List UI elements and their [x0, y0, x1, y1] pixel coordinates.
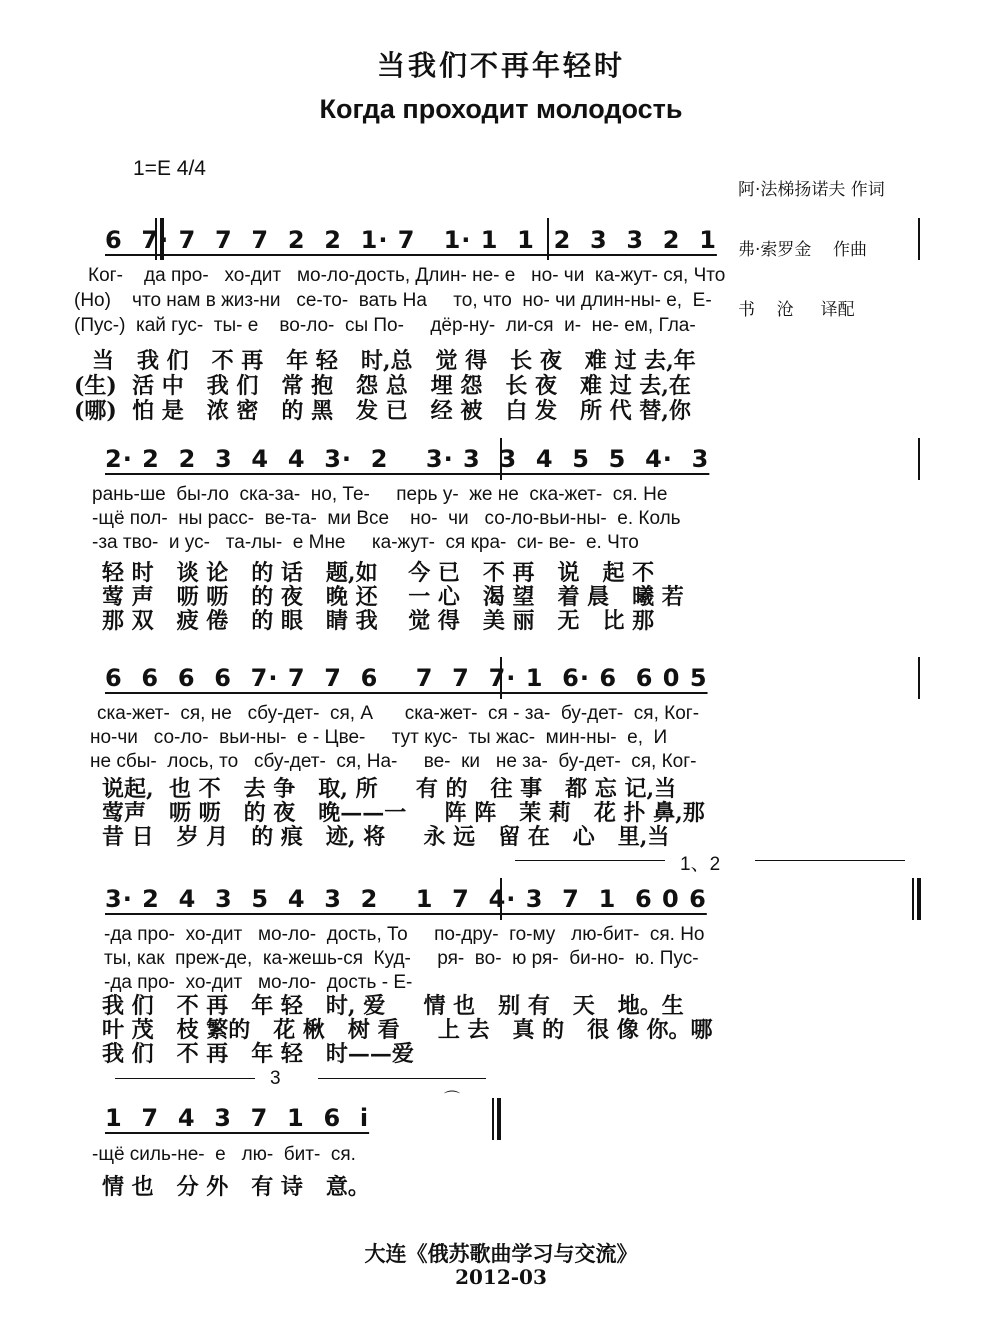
- footer-date: 2012-03: [455, 1265, 547, 1289]
- lyric-cn-3-1: 说起, 也 不 去 争 取, 所 有 的 往 事 都 忘 记,当: [102, 776, 677, 802]
- credit-translator: 书 沧 译配: [738, 300, 855, 320]
- lyric-ru-4-1: -да про- хо-дит мо-ло- дость, То по-дру- го-му лю-бит- ся. Но: [104, 924, 705, 945]
- lyric-cn-3-2: 莺声 呖 呖 的 夜 晚——一 阵 阵 茉 莉 花 扑 鼻,那: [102, 800, 705, 826]
- volta-bracket-left-2: [115, 1078, 255, 1079]
- volta-bracket-right-2: [318, 1078, 486, 1079]
- notes-line-3: 6 6 6 6 7· 7 7 6 7 7 7· 1 6· 6 6 0 5: [105, 664, 708, 692]
- notes-line-2: 2· 2 2 3 4 4 3· 2 3· 3 3 4 5 5 4· 3: [105, 445, 710, 473]
- lyric-ru-1-2: (Но) что нам в жиз-ни се-то- вать На то, что но- чи длин-ны- е, Е-: [74, 290, 712, 311]
- notes-line-4: 3· 2 4 3 5 4 3 2 1 7 4· 3 7 1 6 0 6: [105, 885, 707, 913]
- lyric-ru-2-2: -щё пол- ны расс- ве-та- ми Все но- чи со-ло-вьи-ны- е. Коль: [92, 508, 681, 529]
- lyric-cn-4-3: 我 们 不 再 年 轻 时——爱: [102, 1041, 414, 1067]
- final-bar-thin: [492, 1098, 494, 1140]
- lyric-ru-4-3: -да про- хо-дит мо-ло- дость - Е-: [104, 972, 413, 993]
- credit-lyricist: 阿·法梯扬诺夫 作词: [738, 180, 885, 200]
- lyric-ru-2-3: -за тво- и ус- та-лы- е Мне ка-жут- ся кра- си- ве- е. Что: [92, 532, 639, 553]
- lyric-cn-1-3: (哪) 怕 是 浓 密 的 黑 发 已 经 被 白 发 所 代 替,你: [74, 398, 691, 424]
- lyric-cn-2-1: 轻 时 谈 论 的 话 题,如 今 已 不 再 说 起 不: [102, 560, 655, 586]
- lyric-cn-2-2: 莺 声 呖 呖 的 夜 晚 还 一 心 渴 望 着 晨 曦 若: [102, 584, 684, 610]
- title-cn: 当我们不再年轻时: [376, 49, 625, 82]
- barline: [918, 657, 920, 699]
- lyric-cn-4-1: 我 们 不 再 年 轻 时, 爱 情 也 别 有 天 地。生: [102, 993, 684, 1019]
- key-signature: 1=E 4/4: [133, 157, 206, 180]
- credit-composer: 弗·索罗金 作曲: [738, 240, 868, 260]
- lyric-cn-5-1: 情 也 分 外 有 诗 意。: [102, 1174, 370, 1200]
- lyric-ru-1-3: (Пус-) кай гус- ты- е во-ло- сы По- дёр-ну- ли-ся и- не- ем, Гла-: [74, 315, 696, 336]
- lyric-ru-2-1: рань-ше бы-ло ска-за- но, Те- перь у- же не ска-жет- ся. Не: [92, 484, 668, 505]
- lyric-ru-1-1: Ког- да про- хо-дит мо-ло-дость, Длин- не- е но- чи ка-жут- ся, Что: [88, 265, 726, 286]
- notes-line-5: 1 7 4 3 7 1 6 i: [105, 1104, 370, 1132]
- volta-bracket-left: [515, 860, 665, 861]
- lyric-cn-2-3: 那 双 疲 倦 的 眼 睛 我 觉 得 美 丽 无 比 那: [102, 608, 655, 634]
- final-bar-thick: [497, 1098, 501, 1140]
- lyric-cn-4-2: 叶 茂 枝 繁的 花 楸 树 看 上 去 真 的 很 像 你。哪: [102, 1017, 713, 1043]
- repeat-end-thin: [912, 878, 914, 920]
- fermata-icon: ⌒: [444, 1089, 461, 1108]
- lyric-cn-3-3: 昔 日 岁 月 的 痕 迹, 将 永 远 留 在 心 里,当: [102, 824, 670, 850]
- title-ru: Когда проходит молодость: [319, 94, 683, 124]
- volta-bracket-right: [755, 860, 905, 861]
- repeat-end-thick: [917, 878, 921, 920]
- lyric-ru-4-2: ты, как преж-де, ка-жешь-ся Куд- ря- во- ю ря- би-но- ю. Пус-: [104, 948, 699, 969]
- lyric-ru-3-3: не сбы- лось, то сбу-дет- ся, На- ве- ки не за- бу-дет- ся, Ког-: [90, 751, 697, 772]
- credits: [738, 140, 885, 340]
- barline: [918, 218, 920, 260]
- lyric-ru-5-1: -щё силь-не- е лю- бит- ся.: [92, 1144, 356, 1165]
- footer-source: 大连《俄苏歌曲学习与交流》: [364, 1241, 638, 1266]
- lyric-ru-3-1: ска-жет- ся, не сбу-дет- ся, А ска-жет- ся - за- бу-дет- ся, Ког-: [97, 703, 700, 724]
- volta-label-2: 3: [270, 1068, 281, 1089]
- lyric-ru-3-2: но-чи со-ло- вьи-ны- е - Цве- тут кус- ты жас- мин-ны- е, И: [90, 727, 668, 748]
- volta-label-1: 1、2: [680, 854, 721, 875]
- lyric-cn-1-1: 当 我 们 不 再 年 轻 时,总 觉 得 长 夜 难 过 去,年: [92, 348, 696, 374]
- lyric-cn-1-2: (生) 活 中 我 们 常 抱 怨 总 埋 怨 长 夜 难 过 去,在: [74, 373, 691, 399]
- notes-line-1: 6 7· 7 7 7 2 2 1· 7 1· 1 1 2 3 3 2 1: [105, 226, 717, 254]
- barline: [918, 438, 920, 480]
